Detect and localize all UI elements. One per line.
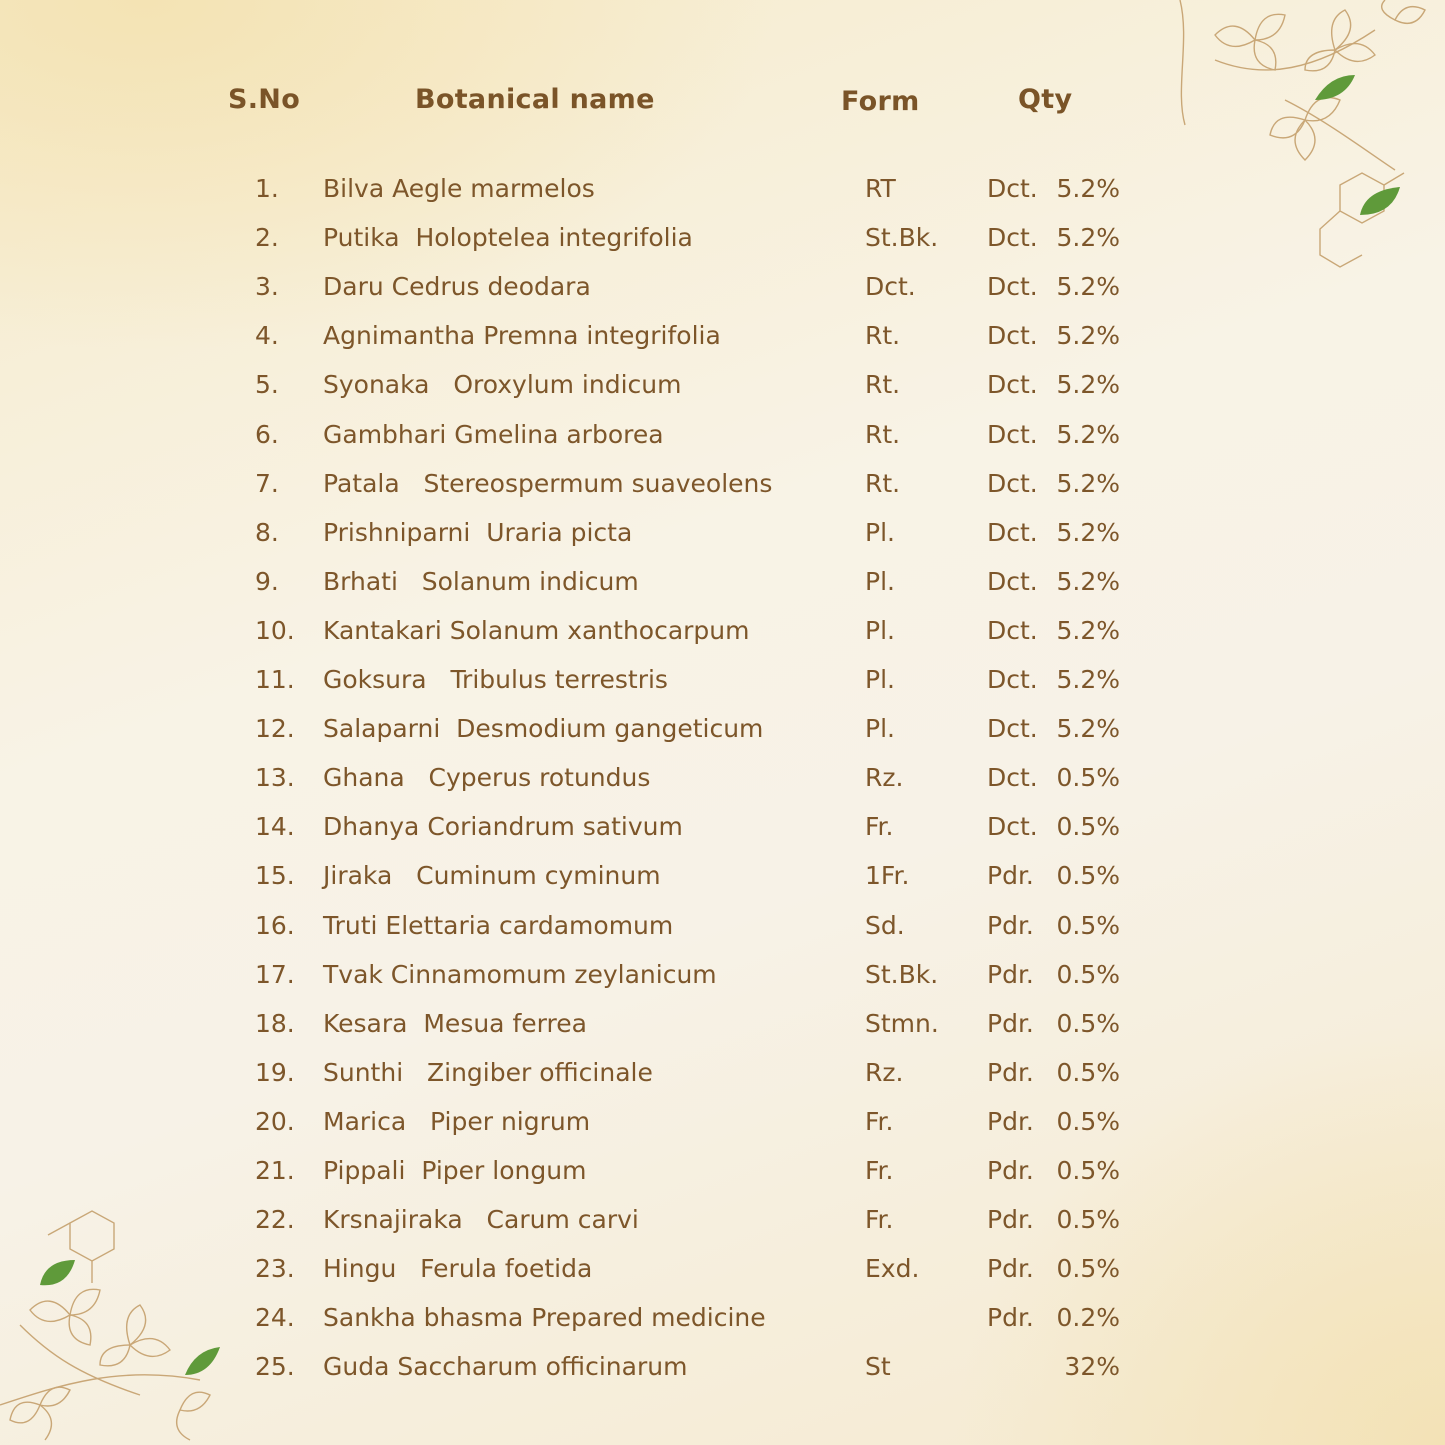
row-sno: 2. [255,223,279,253]
table-row [0,1298,1445,1338]
header-form: Form [841,86,920,117]
row-form: Rt. [865,321,901,351]
row-sno: 10. [255,615,295,645]
row-botanical-name: Ghana Cyperus rotundus [323,763,651,793]
row-botanical-name: Gambhari Gmelina arborea [323,419,664,449]
row-botanical-name: Guda Saccharum officinarum [323,1352,688,1382]
row-form: Fr. [865,1156,894,1185]
row-botanical-name: Daru Cedrus deodara [323,272,591,302]
row-botanical-name: Jiraka Cuminum cyminum [323,861,661,891]
header-botanical-name: Botanical name [415,84,655,115]
row-preparation: Dct. [987,615,1038,645]
row-preparation: Dct. [987,763,1038,793]
row-qty: 0.5% [1056,1008,1120,1038]
row-sno: 21. [255,1156,295,1185]
table-row [0,1249,1445,1289]
row-qty: 5.2% [1056,517,1120,547]
row-botanical-name: Sunthi Zingiber officinale [323,1057,653,1087]
row-form: Pl. [865,517,895,547]
row-preparation: Dct. [987,419,1038,449]
row-qty: 0.5% [1056,763,1120,793]
row-sno: 18. [255,1008,295,1038]
row-qty: 0.5% [1056,1057,1120,1087]
row-sno: 25. [255,1352,295,1382]
row-qty: 5.2% [1056,419,1120,449]
row-botanical-name: Brhati Solanum indicum [323,566,639,596]
row-botanical-name: Sankha bhasma Prepared medicine [323,1303,766,1333]
row-preparation: Pdr. [987,861,1034,891]
table-row [0,415,1445,455]
row-botanical-name: Salaparni Desmodium gangeticum [323,714,764,744]
table-row [0,660,1445,700]
row-preparation: Dct. [987,370,1038,400]
row-botanical-name: Marica Piper nigrum [323,1106,591,1136]
row-qty: 32% [1064,1352,1120,1382]
table-row [0,1347,1445,1387]
table-row [0,955,1445,995]
row-preparation: Dct. [987,517,1038,547]
row-sno: 8. [255,517,279,547]
header-qty: Qty [1018,84,1073,115]
row-preparation: Dct. [987,468,1038,498]
row-botanical-name: Syonaka Oroxylum indicum [323,370,682,400]
row-botanical-name: Krsnajiraka Carum carvi [323,1205,639,1235]
row-form: Sd. [865,910,905,940]
row-preparation: Dct. [987,174,1038,203]
row-preparation: Pdr. [987,1156,1034,1185]
row-preparation: Pdr. [987,1205,1034,1235]
row-form: Rt. [865,468,901,498]
row-preparation: Pdr. [987,910,1034,940]
row-qty: 5.2% [1056,615,1120,645]
row-botanical-name: Hingu Ferula foetida [323,1254,593,1284]
table-row [0,316,1445,356]
row-form: Pl. [865,566,895,596]
row-qty: 5.2% [1056,714,1120,744]
row-qty: 0.5% [1056,1156,1120,1185]
row-qty: 0.5% [1056,812,1120,842]
table-row [0,1102,1445,1142]
row-form: Fr. [865,1106,894,1136]
row-preparation: Pdr. [987,1106,1034,1136]
row-qty: 0.2% [1056,1303,1120,1333]
row-qty: 5.2% [1056,370,1120,400]
row-qty: 5.2% [1056,566,1120,596]
row-sno: 1. [255,174,279,203]
row-preparation: Pdr. [987,1057,1034,1087]
row-form: Rz. [865,1057,904,1087]
row-preparation: Dct. [987,714,1038,744]
row-form: Pl. [865,714,895,744]
row-sno: 6. [255,419,279,449]
row-qty: 0.5% [1056,1254,1120,1284]
table-row [0,218,1445,258]
row-sno: 20. [255,1106,295,1136]
row-qty: 0.5% [1056,1106,1120,1136]
table-row [0,709,1445,749]
row-botanical-name: Prishniparni Uraria picta [323,517,633,547]
table-row [0,906,1445,946]
row-form: Fr. [865,1205,894,1235]
row-botanical-name: Putika Holoptelea integrifolia [323,223,693,253]
row-qty: 5.2% [1056,223,1120,253]
row-qty: 0.5% [1056,1205,1120,1235]
table-row [0,1200,1445,1240]
row-form: RT [865,174,896,203]
row-qty: 5.2% [1056,272,1120,302]
table-row [0,1151,1445,1191]
row-sno: 17. [255,959,295,989]
row-form: Stmn. [865,1008,939,1038]
row-sno: 11. [255,665,295,694]
row-form: Rz. [865,763,904,793]
row-sno: 16. [255,910,295,940]
row-botanical-name: Bilva Aegle marmelos [323,174,595,203]
row-preparation: Dct. [987,665,1038,694]
table-row [0,365,1445,405]
row-botanical-name: Tvak Cinnamomum zeylanicum [323,959,717,989]
row-qty: 0.5% [1056,959,1120,989]
row-form: Rt. [865,419,901,449]
row-form: Pl. [865,615,895,645]
row-qty: 0.5% [1056,861,1120,891]
table-row [0,267,1445,307]
row-sno: 15. [255,861,295,891]
table-row [0,758,1445,798]
row-qty: 5.2% [1056,468,1120,498]
table-row [0,807,1445,847]
row-preparation: Dct. [987,321,1038,351]
flower-outline-icon [1215,14,1285,70]
row-sno: 14. [255,812,295,842]
row-qty: 5.2% [1056,665,1120,694]
row-form: Dct. [865,272,916,302]
row-botanical-name: Pippali Piper longum [323,1156,587,1185]
row-form: Pl. [865,665,895,694]
row-form: St.Bk. [865,959,939,989]
table-row [0,1053,1445,1093]
row-botanical-name: Patala Stereospermum suaveolens [323,468,773,498]
row-botanical-name: Goksura Tribulus terrestris [323,665,668,694]
row-preparation: Dct. [987,272,1038,302]
row-form: Exd. [865,1254,920,1284]
row-preparation: Dct. [987,223,1038,253]
row-qty: 0.5% [1056,910,1120,940]
row-sno: 5. [255,370,279,400]
row-preparation: Pdr. [987,959,1034,989]
table-row [0,513,1445,553]
table-row [0,856,1445,896]
row-preparation: Dct. [987,566,1038,596]
table-row [0,169,1445,209]
row-sno: 3. [255,272,279,302]
table-row [0,1004,1445,1044]
row-qty: 5.2% [1056,174,1120,203]
row-preparation: Dct. [987,812,1038,842]
row-sno: 9. [255,566,279,596]
row-sno: 13. [255,763,295,793]
row-sno: 19. [255,1057,295,1087]
row-sno: 24. [255,1303,295,1333]
row-form: 1Fr. [865,861,910,891]
row-botanical-name: Kantakari Solanum xanthocarpum [323,615,750,645]
header-sno: S.No [228,84,301,115]
table-row [0,611,1445,651]
row-form: St [865,1352,891,1382]
row-preparation: Pdr. [987,1254,1034,1284]
row-qty: 5.2% [1056,321,1120,351]
row-form: St.Bk. [865,223,939,253]
row-sno: 4. [255,321,279,351]
row-preparation: Pdr. [987,1303,1034,1333]
row-sno: 22. [255,1205,295,1235]
row-preparation: Pdr. [987,1008,1034,1038]
row-botanical-name: Agnimantha Premna integrifolia [323,321,721,351]
table-row [0,464,1445,504]
row-sno: 12. [255,714,295,744]
row-form: Rt. [865,370,901,400]
row-botanical-name: Truti Elettaria cardamomum [323,910,674,940]
row-sno: 23. [255,1254,295,1284]
row-form: Fr. [865,812,894,842]
row-botanical-name: Dhanya Coriandrum sativum [323,812,683,842]
row-botanical-name: Kesara Mesua ferrea [323,1008,587,1038]
row-sno: 7. [255,468,279,498]
table-row [0,562,1445,602]
